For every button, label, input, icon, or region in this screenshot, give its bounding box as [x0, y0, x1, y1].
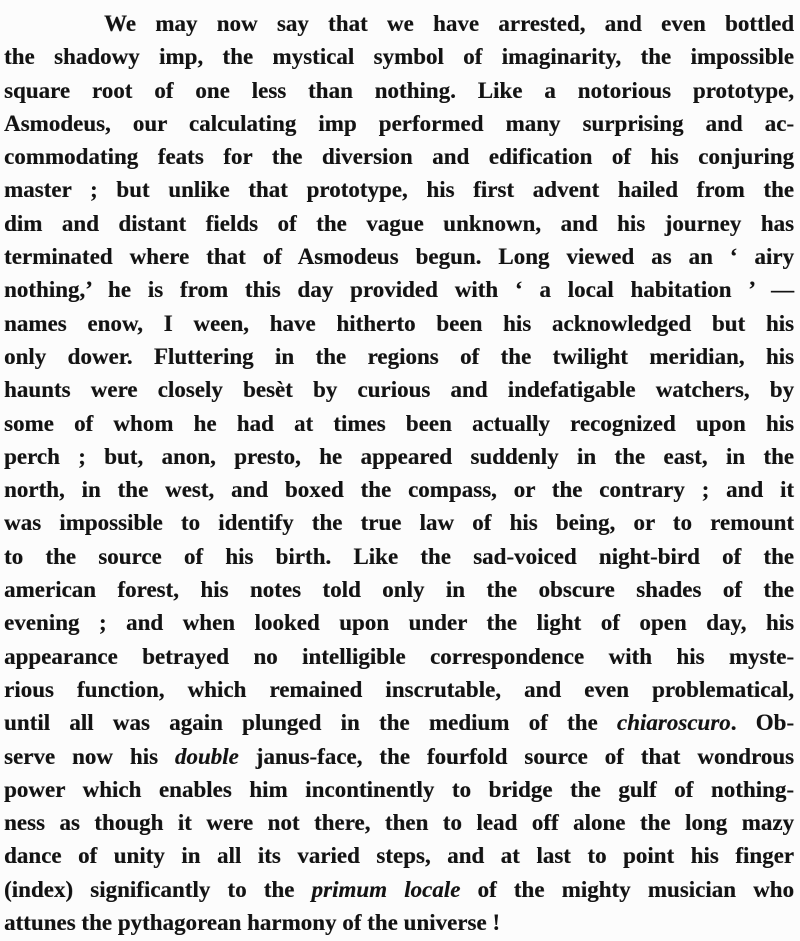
text-line [4, 207, 794, 240]
text-segment: ness as though it were not there, then to lead off alone the long mazy [4, 810, 794, 836]
text-segment: evening ; and when looked upon under the light of open day, his [4, 610, 794, 636]
text-segment: rious function, which remained inscrutable, and even problematical, [4, 676, 794, 702]
text-line [4, 140, 794, 173]
text-line [4, 573, 794, 606]
text-line [4, 673, 794, 706]
text-segment: haunts were closely besèt by curious and indefatigable watchers, by [4, 377, 794, 403]
text-segment: names enow, I ween, have hitherto been his acknowledged but his [4, 310, 794, 336]
text-line [4, 7, 794, 40]
text-line [4, 440, 794, 473]
paragraph [4, 7, 794, 939]
text-line [4, 740, 794, 773]
text-segment: of the mighty musician who [460, 876, 794, 902]
text-segment: serve now his [4, 743, 175, 769]
text-line [4, 540, 794, 573]
text-segment: dance of unity in all its varied steps, and at last to point his finger [4, 843, 794, 869]
text-segment: We may now say that we have arrested, and even bottled [104, 11, 794, 36]
text-line [4, 606, 794, 639]
text-segment: terminated where that of Asmodeus begun. Long viewed as an ‘ airy [4, 244, 794, 270]
text-line [4, 307, 794, 340]
text-line [4, 640, 794, 673]
text-segment: perch ; but, anon, presto, he appeared suddenly in the east, in the [4, 443, 794, 469]
text-segment: dim and distant fields of the vague unknown, and his journey has [4, 210, 794, 236]
italic-segment: primum locale [311, 876, 461, 902]
text-line [4, 407, 794, 440]
text-line [4, 107, 794, 140]
italic-segment: double [174, 743, 239, 769]
text-line [4, 373, 794, 406]
text-line [4, 340, 794, 373]
text-line [4, 40, 794, 73]
text-segment: only dower. Fluttering in the regions of the twilight meridian, his [4, 343, 794, 369]
italic-segment: chiaroscuro [616, 710, 731, 736]
text-segment: was impossible to identify the true law of his being, or to remount [4, 510, 794, 536]
text-segment: appearance betrayed no intelligible correspondence with his myste- [4, 643, 794, 669]
text-line [4, 74, 794, 107]
text-segment: power which enables him incontinently to bridge the gulf of nothing- [4, 776, 794, 802]
text-line [4, 173, 794, 206]
text-line [4, 806, 794, 839]
text-segment: master ; but unlike that prototype, his first advent hailed from the [4, 177, 794, 203]
text-line [4, 273, 794, 306]
text-segment: (index) significantly to the [4, 876, 312, 902]
text-segment: some of whom he had at times been actually recognized upon his [4, 410, 794, 436]
text-segment: nothing,’ he is from this day provided with ‘ a local habitation ’ — [4, 277, 794, 303]
text-line [4, 706, 794, 739]
text-line [4, 906, 794, 939]
text-segment: janus-face, the fourfold source of that wondrous [238, 743, 794, 769]
text-segment: north, in the west, and boxed the compass, or the contrary ; and it [4, 477, 794, 503]
text-line [4, 240, 794, 273]
text-segment: to the source of his birth. Like the sad-voiced night-bird of the [4, 543, 794, 569]
text-line [4, 773, 794, 806]
text-segment: . Ob- [730, 710, 795, 736]
text-segment: american forest, his notes told only in the obscure shades of the [4, 577, 794, 603]
text-segment: attunes the pythagorean harmony of the universe ! [4, 910, 500, 936]
text-segment: Asmodeus, our calculating imp performed many surprising and ac- [4, 110, 794, 136]
text-segment: until all was again plunged in the medium of the [4, 710, 617, 736]
text-line [4, 839, 794, 872]
text-line [4, 506, 794, 539]
text-segment: commodating feats for the diversion and edification of his conjuring [4, 144, 794, 170]
text-line [4, 473, 794, 506]
text-segment: the shadowy imp, the mystical symbol of imaginarity, the impossible [4, 44, 794, 70]
text-segment: square root of one less than nothing. Like a notorious prototype, [4, 77, 794, 103]
text-line [4, 873, 794, 906]
